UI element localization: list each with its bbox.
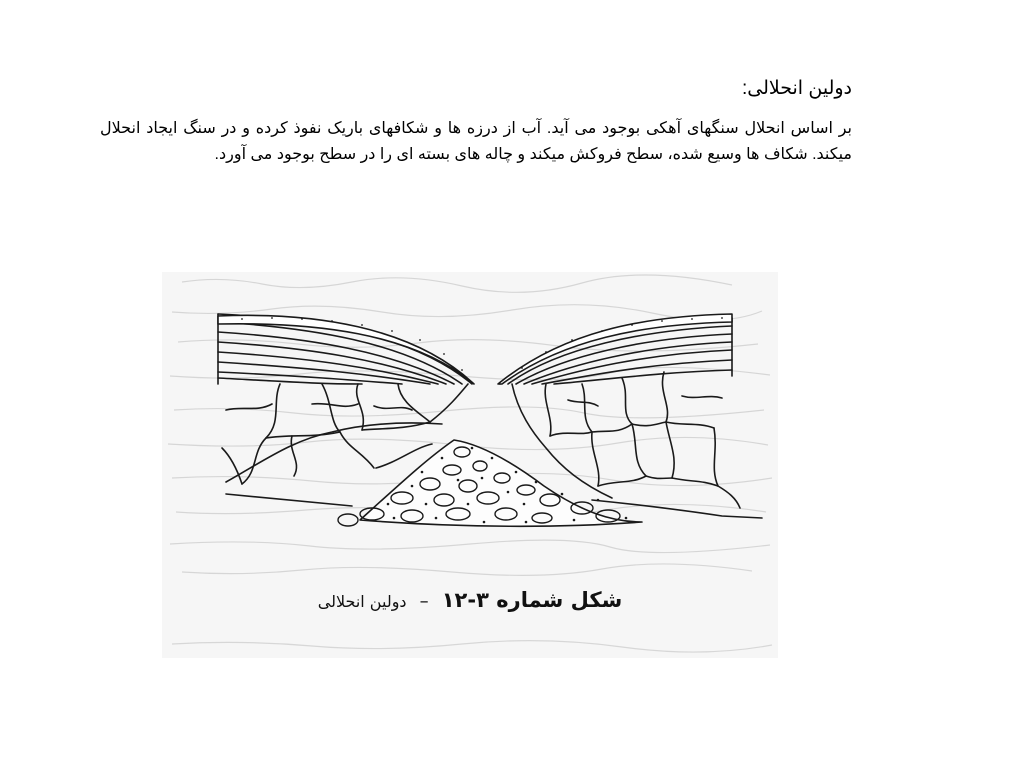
slide-heading: دولین انحلالی: [742, 78, 852, 99]
text-block [100, 76, 852, 168]
caption-name: دولین انحلالی [317, 592, 407, 611]
caption-separator: – [419, 591, 429, 612]
doline-figure [162, 272, 778, 658]
caption-title: شکل شماره ۳-۱۲ [441, 588, 623, 612]
slide-paragraph: بر اساس انحلال سنگهای آهکی بوجود می آید. آب از درزه ها و شکافهای باریک نفوذ کرده و در سنگ ایجاد انحلال میکند. شکاف ها وسیع شده، سطح فروکش میکند و چاله های بسته ای را در سطح بوجود می آورد. [100, 120, 852, 163]
figure-caption [162, 588, 778, 612]
